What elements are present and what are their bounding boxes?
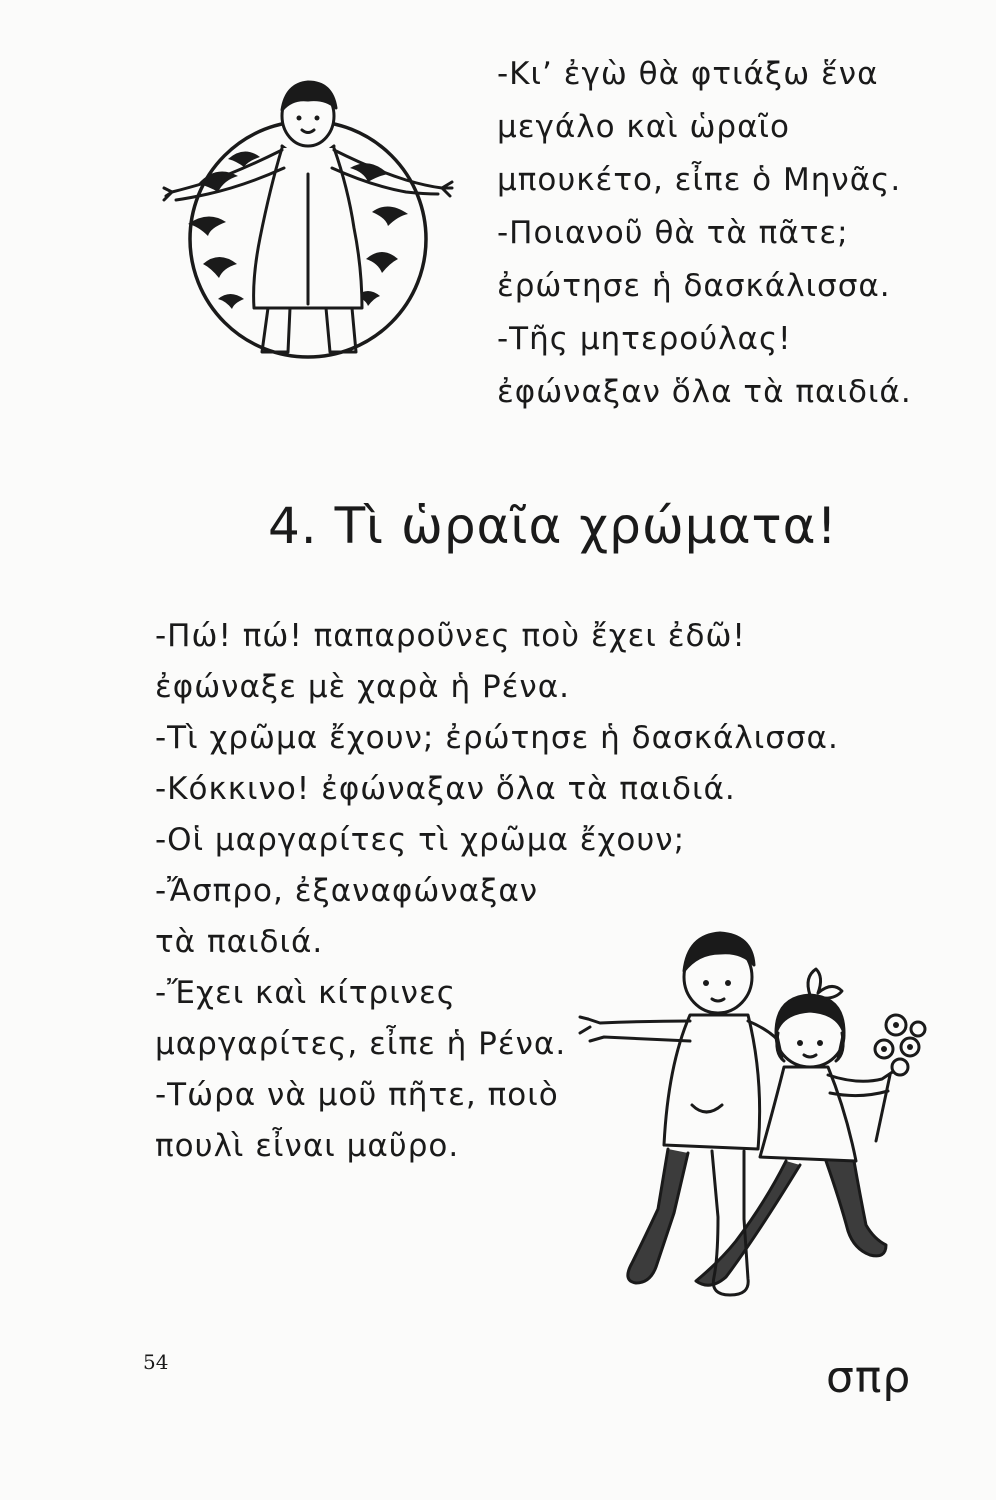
main-passage-line: -Πώ! πώ! παπαροῦνες ποὺ ἔχει ἐδῶ! — [155, 618, 746, 654]
top-passage-line: ἐρώτησε ἡ δασκάλισσα. — [497, 268, 891, 304]
top-passage-line: -Τῆς μητερούλας! — [497, 321, 792, 357]
main-passage-line: -Ἄσπρο, ἐξαναφώναξαν — [155, 873, 539, 909]
main-passage-line: -Οἱ μαργαρίτες τὶ χρῶμα ἔχουν; — [155, 822, 686, 858]
page-mark: σπρ — [826, 1352, 912, 1403]
main-passage-line: -Τὶ χρῶμα ἔχουν; ἐρώτησε ἡ δασκάλισσα. — [155, 720, 839, 756]
top-passage-line: ἐφώναξαν ὅλα τὰ παιδιά. — [497, 374, 912, 410]
main-passage-line: -Τώρα νὰ μοῦ πῆτε, ποιὸ — [155, 1077, 559, 1113]
top-passage-line: -Κι’ ἐγὼ θὰ φτιάξω ἕνα — [497, 56, 879, 92]
main-passage-line: -Κόκκινο! ἐφώναξαν ὅλα τὰ παιδιά. — [155, 771, 736, 807]
top-passage-line: -Ποιανοῦ θὰ τὰ πᾶτε; — [497, 215, 849, 251]
main-passage-line: τὰ παιδιά. — [155, 924, 324, 960]
main-passage-line: ἐφώναξε μὲ χαρὰ ἡ Ρένα. — [155, 669, 571, 705]
section-title: 4. Τὶ ὡραῖα χρώματα! — [268, 497, 838, 555]
main-passage-line: πουλὶ εἶναι μαῦρο. — [155, 1128, 460, 1164]
children-walking-illustration — [578, 925, 928, 1300]
main-passage-line: μαργαρίτες, εἶπε ἡ Ρένα. — [155, 1026, 567, 1062]
top-passage — [497, 48, 912, 419]
boy-in-circle-illustration — [158, 64, 470, 364]
page-number: 54 — [143, 1350, 169, 1374]
top-passage-line: μπουκέτο, εἶπε ὁ Μηνᾶς. — [497, 162, 902, 198]
main-passage-line: -Ἔχει καὶ κίτρινες — [155, 975, 456, 1011]
top-passage-line: μεγάλο καὶ ὡραῖο — [497, 109, 791, 145]
